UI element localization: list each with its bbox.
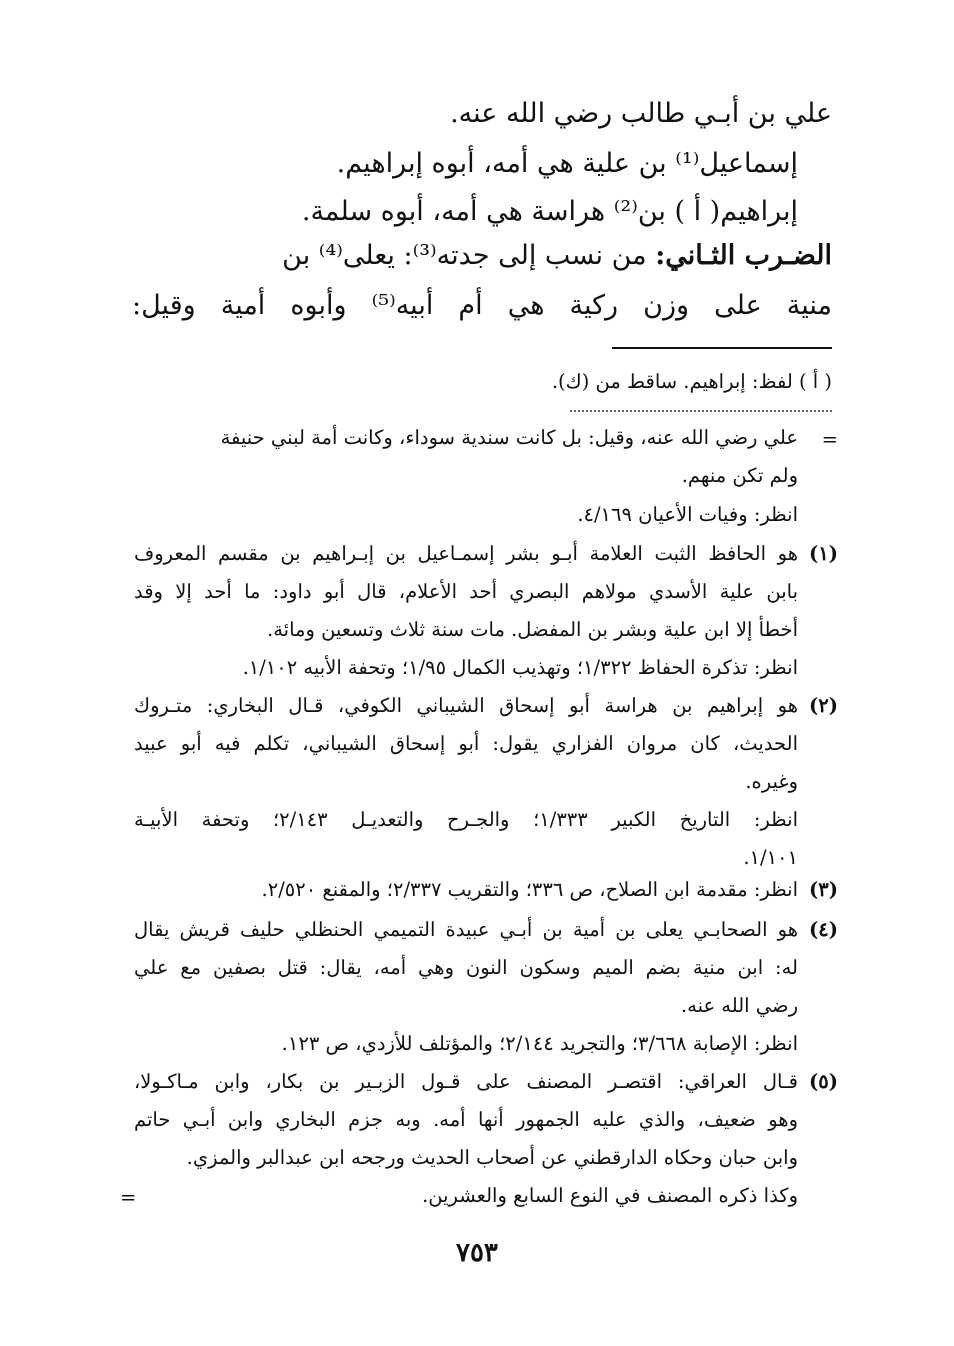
footnote-separator: [612, 347, 832, 349]
footnote-number-4: (٤): [809, 918, 838, 941]
footnote-5-line-2: وهو ضعيف، والذي عليه الجمهور أنها أمه. وبه جزم البخاري وابن أبـي حاتم: [134, 1108, 798, 1131]
footnote-3-line-1: انظر: مقدمة ابن الصلاح، ص ٣٣٦؛ والتقريب ٢/٣٣٧؛ والمقنع ٢/٥٢٠.: [261, 878, 798, 901]
section-heading-rest: من نسب إلى جدته⁽³⁾: يعلى⁽⁴⁾ بن: [282, 240, 647, 271]
main-text-line-1: علي بن أبـي طالب رضي الله عنه.: [450, 98, 832, 129]
footnote-1-line-1: هو الحافظ الثبت العلامة أبـو بشر إسمـاعيل بن إبـراهيم بن مقسم المعروف: [134, 542, 798, 565]
footnote-1-line-4: انظر: تذكرة الحفاظ ١/٣٢٢؛ وتهذيب الكمال ١/٩٥؛ وتحفة الأبيه ١/١٠٢.: [242, 656, 798, 679]
dotted-separator: [570, 410, 832, 412]
main-text-line-3: إبراهيم( أ ) بن⁽²⁾ هراسة هي أمه، أبوه سلمة.: [301, 196, 798, 227]
footnote-number-3: (٣): [809, 878, 838, 901]
footnote-4-line-2: له: ابن منية بضم الميم وسكون النون وهي أمه، يقال: قتل بصفين مع علي: [134, 956, 798, 979]
footnote-5-line-3: وابن حبان وحكاه الدارقطني عن أصحاب الحديث ورجحه ابن عبدالبر والمزي.: [186, 1146, 798, 1169]
footnote-2-line-2: الحديث، كان مروان الفزاري يقول: أبو إسحاق الشيباني، تكلم فيه أبو عبيد: [134, 732, 798, 755]
main-text-line-2: إسماعيل⁽¹⁾ بن علية هي أمه، أبوه إبراهيم.: [336, 148, 798, 179]
footnote-4-line-1: هو الصحابـي يعلى بن أمية بن أبـي عبيدة التميمي الحنظلي حليف قريش يقال: [134, 918, 798, 941]
continuation-marker: =: [821, 428, 838, 451]
footnote-number-1: (١): [809, 542, 838, 565]
main-text-line-4: [132, 240, 832, 271]
footnote-2-line-1: هو إبراهيم بن هراسة أبو إسحاق الشيباني الكوفي، قـال البخاري: متـروك: [134, 694, 798, 717]
footnote-4-line-4: انظر: الإصابة ٣/٦٦٨؛ والتجريد ٢/١٤٤؛ والمؤتلف للأزدي، ص ١٢٣.: [281, 1032, 798, 1055]
footnote-2-line-3: وغيره.: [745, 770, 798, 793]
footnote-5-line-1: قـال العراقي: اقتصـر المصنف على قـول الزبـير بن بكار، وابن مـاكـولا،: [134, 1070, 798, 1093]
footnote-5-line-4: وكذا ذكره المصنف في النوع السابع والعشرين.: [422, 1184, 798, 1207]
main-text-line-5: منية على وزن ركية هي أم أبيه⁽⁵⁾ وأبوه أمية وقيل:: [132, 290, 832, 321]
section-heading: الضـرب الثـاني:: [655, 240, 832, 271]
page-number: ٧٥٣: [456, 1238, 498, 1268]
variant-note: ( أ ) لفظ: إبراهيم. ساقط من (ك).: [551, 370, 832, 393]
continued-next-page-marker: =: [120, 1186, 137, 1209]
footnote-4-line-3: رضي الله عنه.: [680, 994, 798, 1017]
footnote-number-2: (٢): [809, 694, 838, 717]
footnote-number-5: (٥): [809, 1070, 838, 1093]
footnote-cont-line-2: ولم تكن منهم.: [681, 464, 798, 487]
footnote-1-line-2: بابن علية الأسدي مولاهم البصري أحد الأعلام، قال أبو داود: ما أحد إلا وقد: [134, 580, 798, 603]
footnote-cont-line-1: علي رضي الله عنه، وقيل: بل كانت سندية سوداء، وكانت أمة لبني حنيفة: [220, 426, 798, 449]
footnote-cont-line-3: انظر: وفيات الأعيان ٤/١٦٩.: [577, 503, 798, 526]
footnote-1-line-3: أخطأ إلا ابن علية وبشر بن المفضل. مات سنة ثلاث وتسعين ومائة.: [267, 618, 798, 641]
footnote-2-line-5: ١/١٠١.: [743, 846, 798, 869]
footnote-2-line-4: انظر: التاريخ الكبير ١/٣٣٣؛ والجـرح والتعديـل ٢/١٤٣؛ وتحفة الأبيـة: [134, 808, 798, 831]
